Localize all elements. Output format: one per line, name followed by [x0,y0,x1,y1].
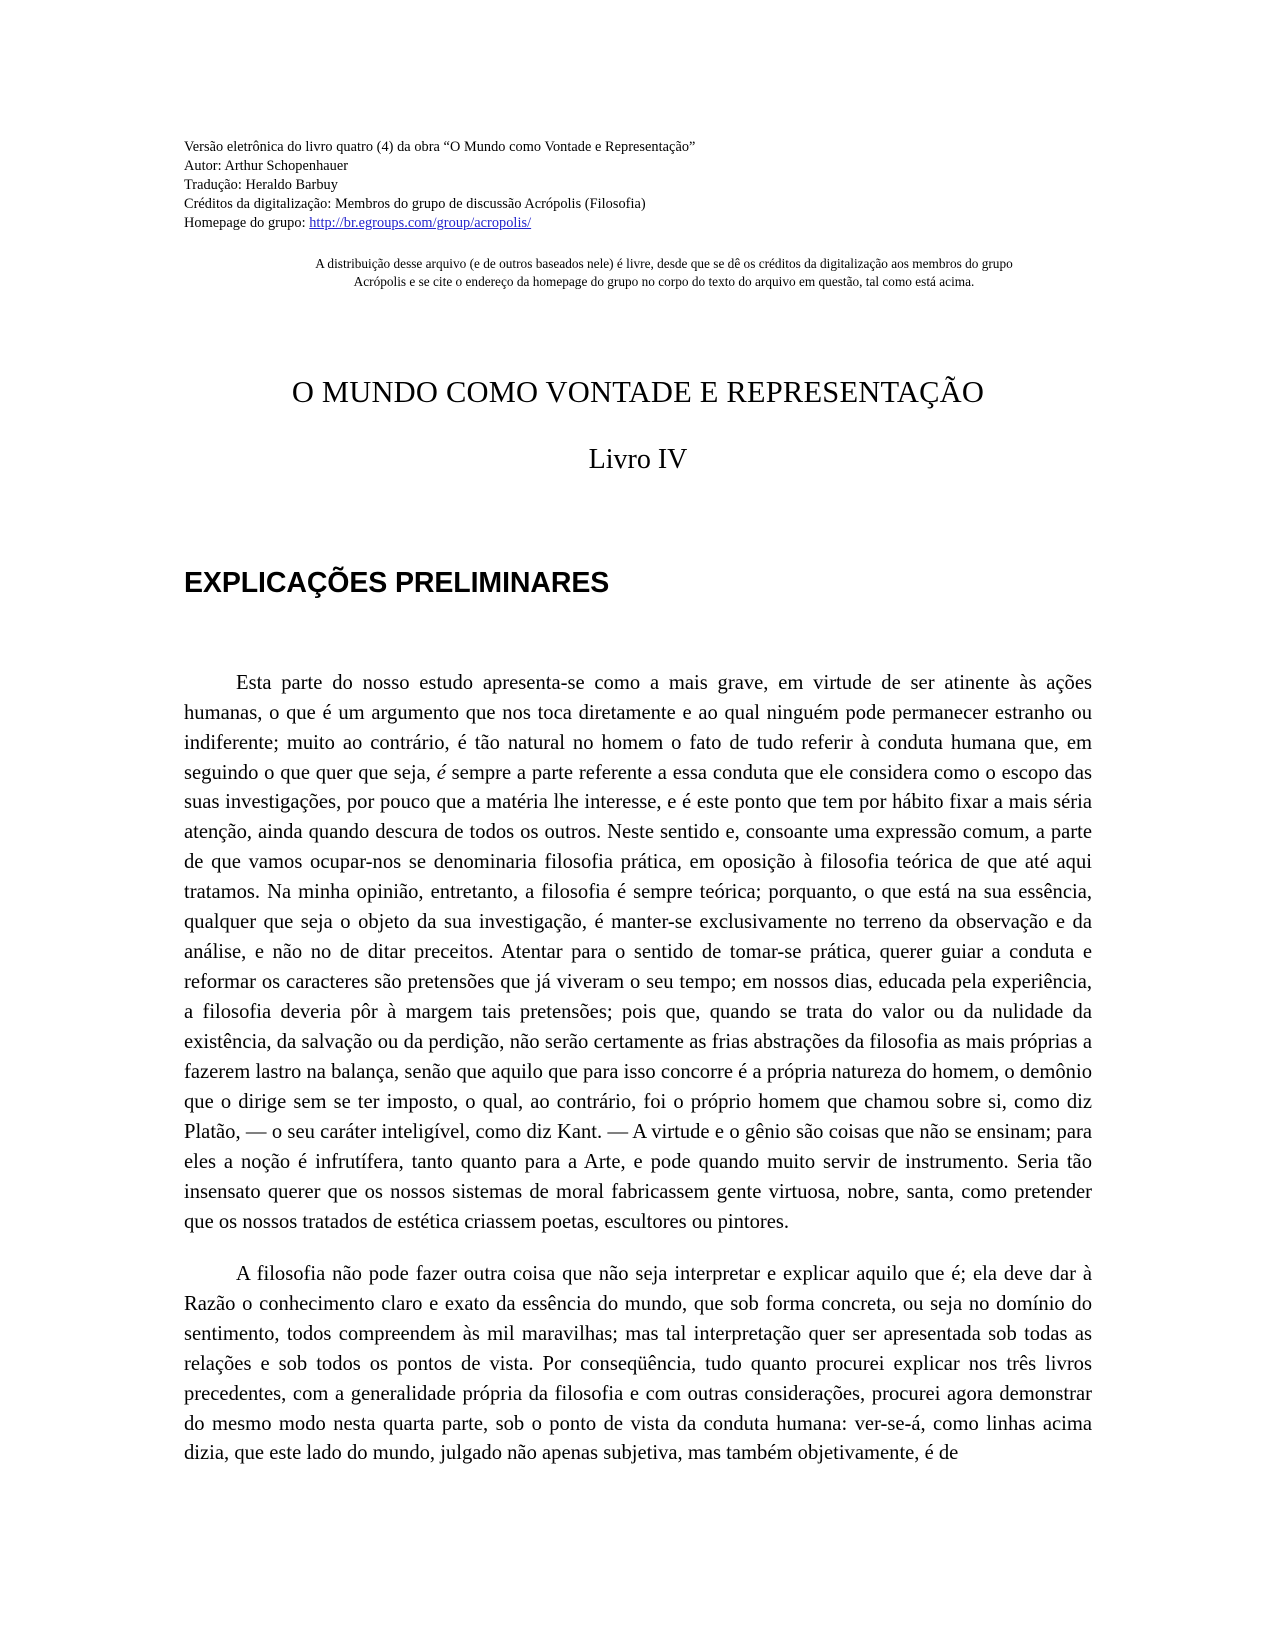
credits-line-homepage [184,214,1092,233]
paragraph-1 [184,669,1092,1238]
paragraph-2: A filosofia não pode fazer outra coisa que não seja interpretar e explicar aquilo que é; ela deve dar à Razão o conhecimento claro e exato da essência do mundo, que sob forma concreta, ou seja no domínio do sentimento, todos compreendem às mil maravilhas; mas tal interpretação quer ser apresentada sob todas as relações e sob todos os pontos de vista. Por conseqüência, tudo quanto procurei explicar nos três livros precedentes, com a generalidade própria da filosofia e com outras considerações, procurei agora demonstrar do mesmo modo nesta quarta parte, sob o ponto de vista da conduta humana: ver-se-á, como linhas acima dizia, que este lado do mundo, julgado não apenas subjetiva, mas também objetivamente, é de [184,1262,1092,1465]
credits-line-digitization: Créditos da digitalização: Membros do grupo de discussão Acrópolis (Filosofia) [184,196,646,213]
credits-block [184,138,1092,233]
paragraph-1-text-b: sempre a parte referente a essa conduta que ele considera como o escopo das suas investigações, por pouco que a matéria lhe interesse, e é este ponto que tem por hábito fixar a mais séria atenção, ainda quando descura de todos os outros. Neste sentido e, consoante uma expressão comum, a parte de que vamos ocupar-nos se denominaria filosofia prática, em oposição à filosofia teórica de que até aqui tratamos. Na minha opinião, entretanto, a filosofia é sempre teórica; porquanto, o que está na sua essência, qualquer que seja o objeto da sua investigação, é manter-se exclusivamente no terreno da observação e da análise, e não no de ditar preceitos. Atentar para o sentido de tomar-se prática, querer guiar a conduta e reformar os caracteres são pretensões que já viveram o seu tempo; em nossos dias, educada pela experiência, a filosofia deveria pôr à margem tais pretensões; pois que, quando se trata do valor ou da nulidade da existência, da salvação ou da perdição, não serão certamente as frias abstrações da filosofia as mais próprias a fazerem lastro na balança, senão que aquilo que para isso concorre é a própria natureza do homem, o demônio que o dirige sem se ter imposto, o qual, ao contrário, foi o próprio homem que chamou sobre si, como diz Platão, — o seu caráter inteligível, como diz Kant. — A virtude e o gênio são coisas que não se ensinam; para eles a noção é infrutífera, tanto quanto para a Arte, e pode quando muito servir de instrumento. Seria tão insensato querer que os nossos sistemas de moral fabricassem gente virtuosa, nobre, santa, como pretender que os nossos tratados de estética criassem poetas, escultores ou pintores. [184,761,1093,1233]
section-heading: EXPLICAÇÕES PRELIMINARES [184,567,610,600]
body-copy [184,669,1092,1470]
credits-line-author: Autor: Arthur Schopenhauer [184,158,349,175]
homepage-link[interactable]: http://br.egroups.com/group/acropolis/ [309,215,532,232]
homepage-label: Homepage do grupo: [184,215,310,232]
document-title: O MUNDO COMO VONTADE E REPRESENTAÇÃO [291,375,985,410]
notice-line-1: A distribuição desse arquivo (e de outros baseados nele) é livre, desde que se dê os créditos da digitalização aos membros do grupo [315,256,1013,272]
credits-line-work: Versão eletrônica do livro quatro (4) da obra “O Mundo como Vontade e Representação” [184,139,696,155]
distribution-notice [184,255,1092,291]
credits-line-translator: Tradução: Heraldo Barbuy [184,177,338,194]
paragraph-1-text-a: Esta parte do nosso estudo apresenta-se como a mais grave, em virtude de ser atinente às ações humanas, o que é um argumento que nos toca diretamente e ao qual ninguém pode permanecer estranho ou indiferente; muito ao contrário, é tão natural no homem o fato de tudo referir à conduta humana que, em seguindo o que quer que seja, [184,671,1092,784]
paragraph-1-emphasis: é [436,761,446,784]
notice-line-2: Acrópolis e se cite o endereço da homepage do grupo no corpo do texto do arquivo em questão, tal como está acima. [353,274,975,290]
document-subtitle: Livro IV [588,443,688,475]
